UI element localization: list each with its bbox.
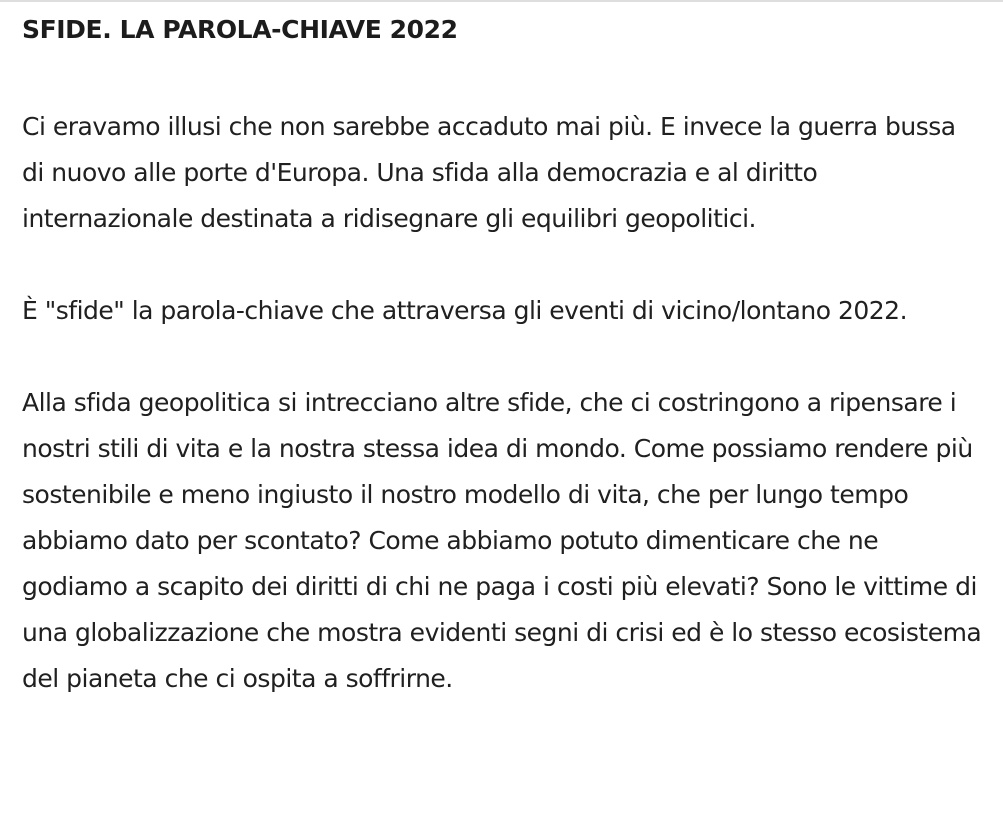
article-body	[22, 10, 982, 702]
article-title: SFIDE. LA PAROLA-CHIAVE 2022	[22, 15, 458, 44]
paragraph-1: Ci eravamo illusi che non sarebbe accaduto mai più. E invece la guerra bussa di nuovo alle porte d'Europa. Una sfida alla democrazia e al diritto internazionale destinata a ridisegnare gli equilibri geopolitici.	[22, 112, 956, 233]
paragraph-3: Alla sfida geopolitica si intrecciano altre sfide, che ci costringono a ripensare i nostri stili di vita e la nostra stessa idea di mondo. Come possiamo rendere più sostenibile e meno ingiusto il nostro modello di vita, che per lungo tempo abbiamo dato per scontato? Come abbiamo potuto dimenticare che ne godiamo a scapito dei diritti di chi ne paga i costi più elevati? Sono le vittime di una globalizzazione che mostra evidenti segni di crisi ed è lo stesso ecosistema del pianeta che ci ospita a soffrirne.	[22, 388, 982, 693]
paragraph-2: È "sfide" la parola-chiave che attraversa gli eventi di vicino/lontano 2022.	[22, 296, 908, 325]
top-divider	[0, 0, 1003, 2]
